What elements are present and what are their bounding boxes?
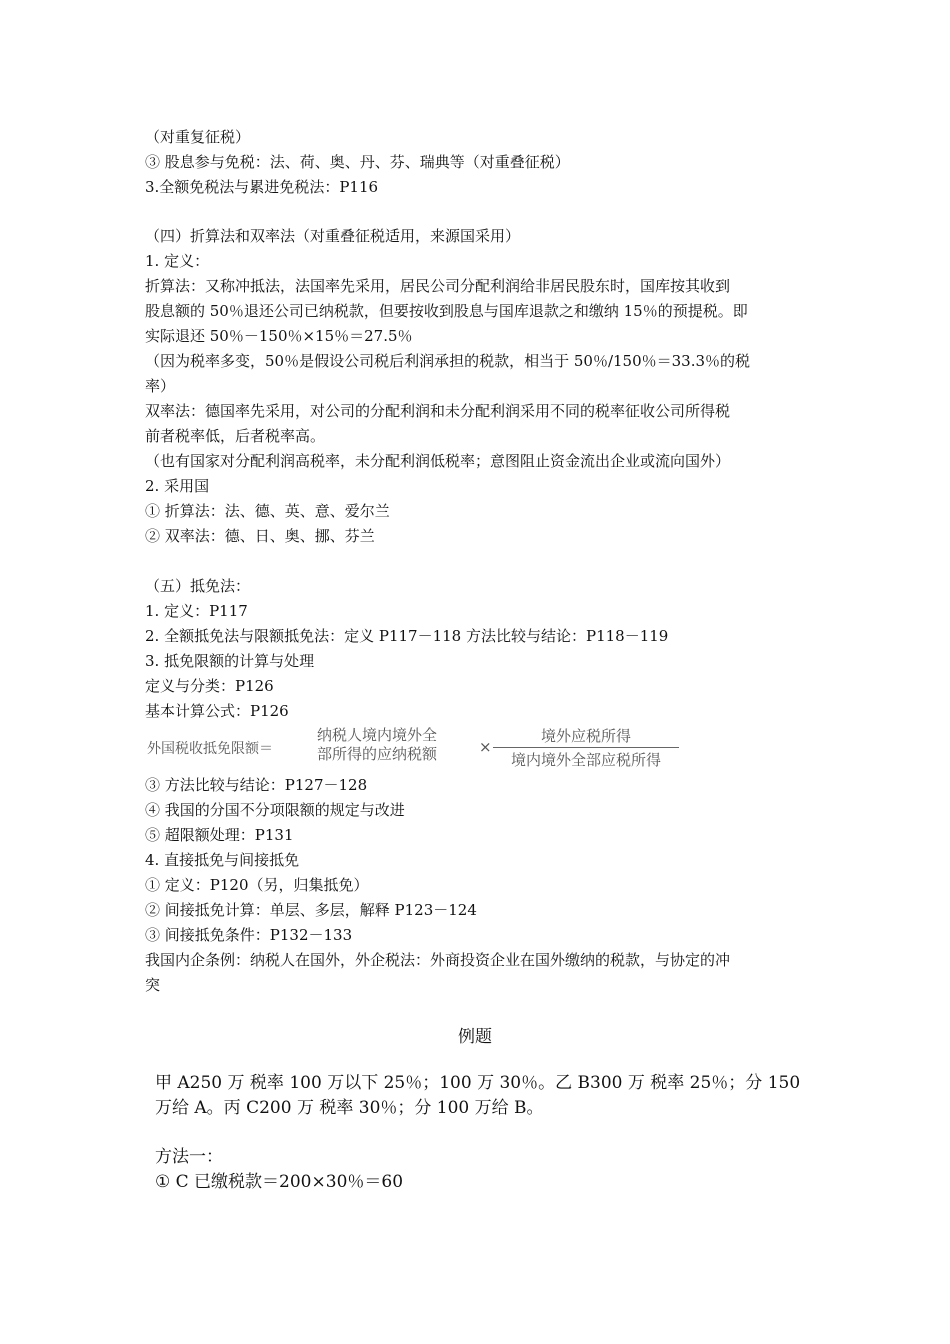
formula-first-factor — [317, 726, 477, 764]
credit-limit-formula — [145, 726, 705, 772]
example-line: 万给 A。丙 C200 万 税率 30％；分 100 万给 B。 — [155, 1098, 544, 1118]
fraction-bar — [493, 747, 679, 748]
text-line: 2. 采用国 — [145, 477, 210, 495]
multiply-sign: × — [479, 738, 492, 756]
text-line: ③ 股息参与免税：法、荷、奥、丹、芬、瑞典等（对重叠征税） — [145, 153, 570, 171]
text-line: 4. 直接抵免与间接抵免 — [145, 851, 300, 869]
example-line: 方法一： — [155, 1147, 223, 1167]
fraction-denominator: 境内境外全部应税所得 — [510, 751, 661, 769]
text-line: 3.全额免税法与累进免税法：P116 — [145, 178, 379, 196]
fraction-numerator: 境外应税所得 — [540, 727, 631, 745]
text-line: ② 双率法：德、日、奥、挪、芬兰 — [145, 527, 375, 545]
text-line: 股息额的 50％退还公司已纳税款，但要按收到股息与国库退款之和缴纳 15％的预提税。即 — [145, 302, 748, 320]
text-line: 我国内企条例：纳税人在国外，外企税法：外商投资企业在国外缴纳的税款，与协定的冲 — [145, 951, 731, 969]
text-line: 基本计算公式：P126 — [145, 702, 289, 720]
formula-first-factor-bottom: 部所得的应纳税额 — [317, 745, 438, 763]
text-line: 2. 全额抵免法与限额抵免法：定义 P117－118 方法比较与结论：P118－119 — [145, 627, 669, 645]
text-line: ④ 我国的分国不分项限额的规定与改进 — [145, 801, 405, 819]
example-heading: 例题 — [458, 1027, 492, 1047]
text-line: ③ 间接抵免条件：P132－133 — [145, 926, 353, 944]
text-line: ① 折算法：法、德、英、意、爱尔兰 — [145, 502, 390, 520]
text-line: ⑤ 超限额处理：P131 — [145, 826, 294, 844]
text-line: 实际退还 50％－150％×15％＝27.5％ — [145, 327, 413, 345]
text-line: （因为税率多变，50％是假设公司税后利润承担的税款，相当于 50％/150％＝33.3％的税 — [145, 352, 751, 370]
section-heading: （五）抵免法： — [145, 577, 251, 595]
text-line: ① 定义：P120（另，归集抵免） — [145, 876, 369, 894]
text-line: ② 间接抵免计算：单层、多层，解释 P123－124 — [145, 901, 477, 919]
text-line: 3. 抵免限额的计算与处理 — [145, 652, 315, 670]
example-line: 甲 A250 万 税率 100 万以下 25％；100 万 30％。乙 B300 万 税率 25％；分 150 — [155, 1073, 801, 1093]
section-heading: （四）折算法和双率法（对重叠征税适用，来源国采用） — [145, 227, 521, 245]
text-line: 1. 定义：P117 — [145, 602, 248, 620]
text-line: 前者税率低，后者税率高。 — [145, 427, 326, 445]
formula-lhs: 外国税收抵免限额＝ — [147, 741, 273, 757]
text-line: （对重复征税） — [145, 128, 251, 146]
text-line: 定义与分类：P126 — [145, 677, 274, 695]
text-line: （也有国家对分配利润高税率，未分配利润低税率；意图阻止资金流出企业或流向国外） — [145, 452, 731, 470]
text-line: 突 — [145, 976, 161, 994]
text-line: ③ 方法比较与结论：P127－128 — [145, 776, 368, 794]
formula-fraction — [493, 726, 679, 770]
text-line: 双率法：德国率先采用，对公司的分配利润和未分配利润采用不同的税率征收公司所得税 — [145, 402, 731, 420]
text-line: 折算法：又称冲抵法，法国率先采用，居民公司分配利润给非居民股东时，国库按其收到 — [145, 277, 731, 295]
text-line: 率） — [145, 377, 176, 395]
example-line: ① C 已缴税款＝200×30％＝60 — [155, 1172, 404, 1192]
formula-first-factor-top: 纳税人境内境外全 — [317, 726, 438, 744]
text-line: 1. 定义： — [145, 252, 210, 270]
